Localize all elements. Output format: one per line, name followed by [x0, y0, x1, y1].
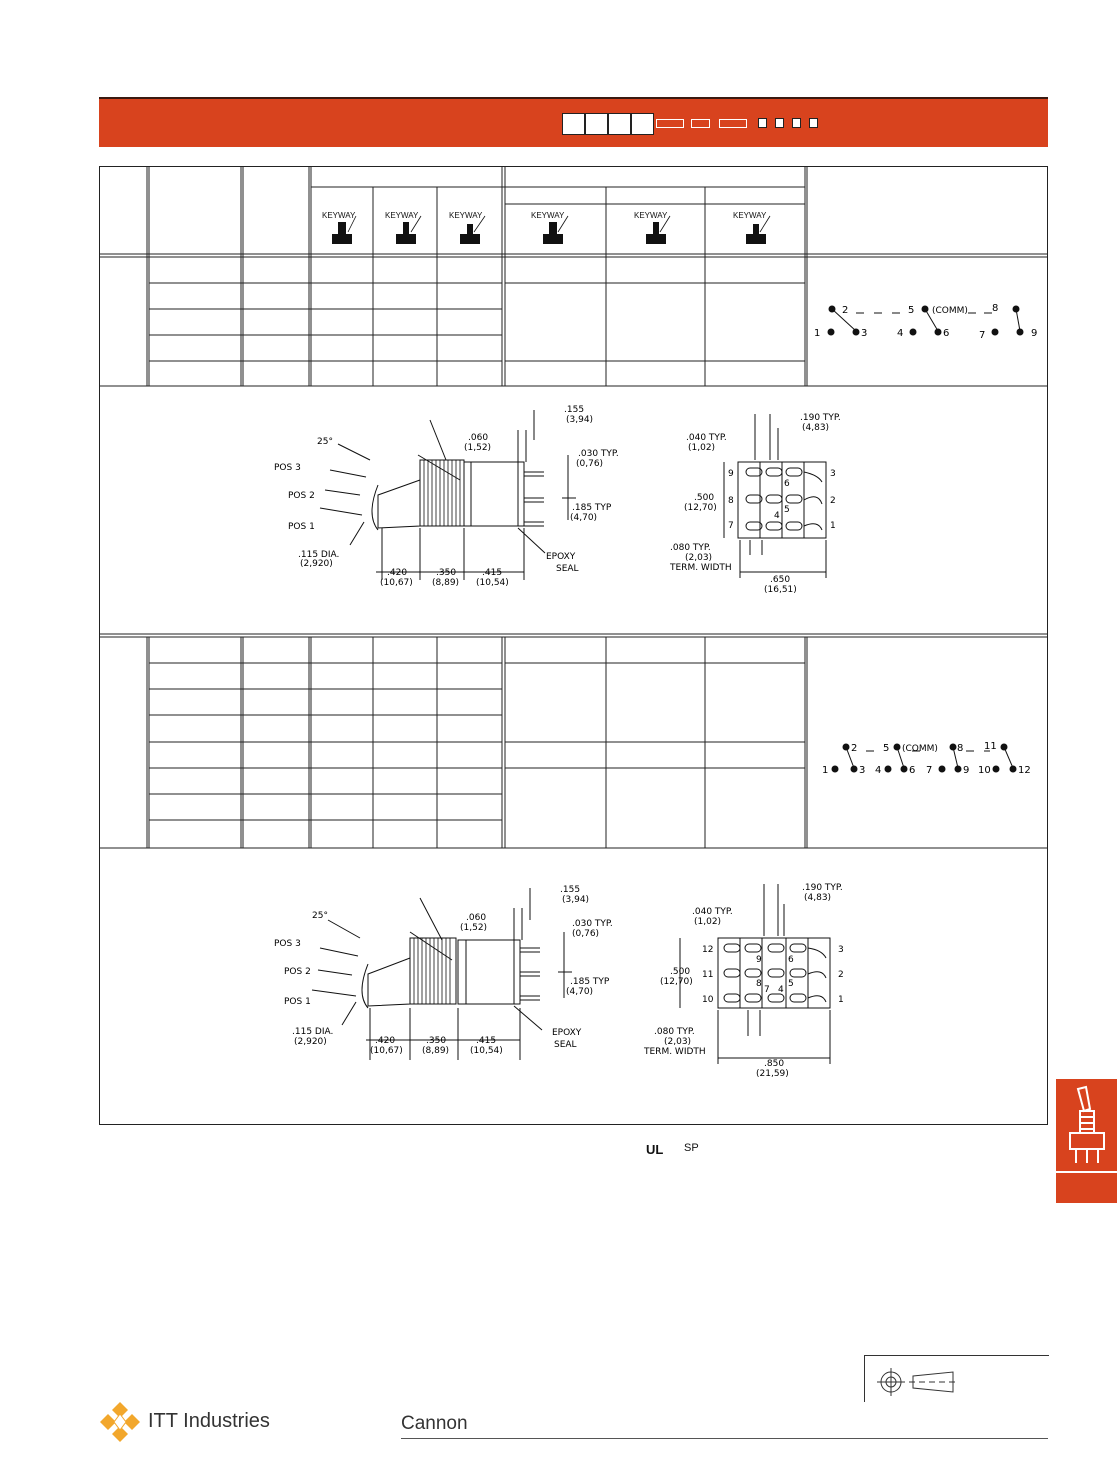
sch1-label-1: 1 [814, 328, 821, 339]
svg-text:(21,59): (21,59) [756, 1069, 789, 1079]
svg-text:(2,920): (2,920) [294, 1037, 327, 1047]
d415-mm-label: (10,54) [476, 578, 509, 588]
projection-symbol-box [864, 1355, 1049, 1402]
sch1-label-8: 8 [992, 303, 999, 314]
d420-mm-label: (10,67) [380, 578, 413, 588]
seal-label: SEAL [556, 564, 579, 574]
svg-text:12: 12 [702, 945, 714, 955]
sch1-label-2: 2 [842, 305, 849, 316]
pos3-label: POS 3 [274, 463, 301, 473]
keyway-label: KEYWAY [322, 211, 356, 220]
keyway-label: KEYWAY [531, 211, 565, 220]
svg-text:(1,52): (1,52) [460, 923, 488, 933]
svg-text:1: 1 [838, 995, 844, 1005]
footer-rule [401, 1438, 1048, 1439]
sch2-label-3: 3 [859, 765, 866, 776]
keyway-label: KEYWAY [733, 211, 767, 220]
svg-text:EPOXY: EPOXY [552, 1028, 582, 1038]
sch2-label-4: 4 [875, 765, 882, 776]
projection-symbol-icon [865, 1356, 1049, 1402]
svg-text:(0,76): (0,76) [572, 929, 600, 939]
term-label: TERM. WIDTH [670, 563, 732, 573]
sch2-label-7: 7 [926, 765, 933, 776]
svg-text:(1,02): (1,02) [694, 917, 722, 927]
sch1-label-5: 5 [908, 305, 915, 316]
top-view-drawing-1 [670, 400, 880, 600]
d155-mm-label: (3,94) [566, 415, 594, 425]
d185-label: .185 TYP [572, 503, 612, 513]
d185-mm-label: (4,70) [570, 513, 598, 523]
sch2-label-10: 10 [978, 765, 991, 776]
keyway-icon [543, 222, 563, 244]
angle-label: 25° [317, 437, 333, 447]
svg-text:POS 3: POS 3 [274, 939, 301, 949]
svg-text:11: 11 [702, 970, 714, 980]
d080-label: .080 TYP. [670, 543, 711, 553]
side-tab [1056, 1079, 1117, 1203]
keyway-label: KEYWAY [634, 211, 668, 220]
svg-text:.420: .420 [375, 1036, 396, 1046]
svg-text:2: 2 [838, 970, 844, 980]
d040-label: .040 TYP. [686, 433, 727, 443]
side-tab-divider [1056, 1171, 1117, 1173]
svg-text:5: 5 [788, 979, 794, 989]
sch2-label-12: 12 [1018, 765, 1031, 776]
d415-label: .415 [482, 568, 503, 578]
svg-text:.060: .060 [466, 913, 487, 923]
svg-text:.350: .350 [426, 1036, 447, 1046]
sch1-label-comm: (COMM) [932, 306, 968, 316]
sch1-label-6: 6 [943, 328, 950, 339]
keyway-label: KEYWAY [449, 211, 483, 220]
svg-text:(10,67): (10,67) [370, 1046, 403, 1056]
svg-text:.850: .850 [764, 1059, 785, 1069]
d500-label: .500 [694, 493, 715, 503]
d420-label: .420 [387, 568, 408, 578]
svg-text:.190 TYP.: .190 TYP. [802, 883, 843, 893]
sch2-label-9: 9 [963, 765, 970, 776]
top-view-drawing-2 [640, 878, 890, 1088]
svg-text:.185 TYP: .185 TYP [570, 977, 610, 987]
side-view-drawing-2 [270, 880, 650, 1080]
d030-label: .030 TYP. [578, 449, 619, 459]
svg-text:7: 7 [728, 521, 734, 531]
svg-text:4: 4 [778, 985, 784, 995]
svg-text:7: 7 [764, 985, 770, 995]
svg-text:.030 TYP.: .030 TYP. [572, 919, 613, 929]
svg-text:.155: .155 [560, 885, 581, 895]
toggle-switch-icon [1056, 1079, 1117, 1171]
sch2-label-1: 1 [822, 765, 829, 776]
d080-mm-label: (2,03) [685, 553, 713, 563]
svg-text:8: 8 [728, 496, 734, 506]
svg-text:.040 TYP.: .040 TYP. [692, 907, 733, 917]
keyway-label: KEYWAY [385, 211, 419, 220]
svg-text:(10,54): (10,54) [470, 1046, 503, 1056]
d190-mm-label: (4,83) [802, 423, 830, 433]
schematic-2 [808, 737, 1048, 782]
csa-mark: SP [684, 1142, 699, 1154]
svg-text:9: 9 [728, 469, 734, 479]
svg-text:2: 2 [830, 496, 836, 506]
keyway-icons [332, 222, 766, 244]
svg-text:.415: .415 [476, 1036, 497, 1046]
side-view-drawing-1 [270, 400, 650, 600]
svg-text:(2,03): (2,03) [664, 1037, 692, 1047]
svg-text:SEAL: SEAL [554, 1040, 577, 1050]
svg-text:8: 8 [756, 979, 762, 989]
svg-text:.115 DIA.: .115 DIA. [292, 1027, 334, 1037]
d060-label: .060 [468, 433, 489, 443]
keyway-icon [332, 222, 352, 244]
svg-text:(3,94): (3,94) [562, 895, 590, 905]
d350-mm-label: (8,89) [432, 578, 460, 588]
svg-text:TERM. WIDTH: TERM. WIDTH [644, 1047, 706, 1057]
sch2-label-2: 2 [851, 743, 858, 754]
svg-text:10: 10 [702, 995, 714, 1005]
sch1-label-9: 9 [1031, 328, 1038, 339]
schematic-1 [808, 295, 1048, 345]
itt-logo-icon [98, 1400, 142, 1444]
d190-label: .190 TYP. [800, 413, 841, 423]
sch1-label-3: 3 [861, 328, 868, 339]
svg-text:.080 TYP.: .080 TYP. [654, 1027, 695, 1037]
svg-text:3: 3 [830, 469, 836, 479]
svg-text:1: 1 [830, 521, 836, 531]
svg-text:(4,83): (4,83) [804, 893, 832, 903]
svg-text:(4,70): (4,70) [566, 987, 594, 997]
svg-text:4: 4 [774, 511, 780, 521]
d060-mm-label: (1,52) [464, 443, 492, 453]
svg-text:9: 9 [756, 955, 762, 965]
d155-label: .155 [564, 405, 585, 415]
d030-mm-label: (0,76) [576, 459, 604, 469]
svg-text:6: 6 [784, 479, 790, 489]
d350-label: .350 [436, 568, 457, 578]
dia-label: .115 DIA. [298, 550, 340, 560]
pos2-label: POS 2 [288, 491, 315, 501]
pos1-label: POS 1 [288, 522, 315, 532]
company-name: ITT Industries [148, 1410, 270, 1432]
ul-mark: UL [646, 1142, 664, 1157]
d040-mm-label: (1,02) [688, 443, 716, 453]
sch2-label-6: 6 [909, 765, 916, 776]
svg-text:(12,70): (12,70) [660, 977, 693, 987]
sch2-label-5: 5 [883, 743, 890, 754]
svg-text:5: 5 [784, 505, 790, 515]
sch1-label-4: 4 [897, 328, 904, 339]
svg-text:6: 6 [788, 955, 794, 965]
sch2-label-comm: (COMM) [902, 744, 938, 754]
sch2-label-8: 8 [957, 743, 964, 754]
epoxy-label: EPOXY [546, 552, 576, 562]
svg-text:25°: 25° [312, 911, 328, 921]
svg-text:3: 3 [838, 945, 844, 955]
sch1-label-7: 7 [979, 330, 986, 341]
d500-mm-label: (12,70) [684, 503, 717, 513]
svg-text:POS 2: POS 2 [284, 967, 311, 977]
width-mm-label: (16,51) [764, 585, 797, 595]
brand-name: Cannon [401, 1413, 468, 1434]
width-label: .650 [770, 575, 791, 585]
sch2-label-11: 11 [984, 741, 997, 752]
svg-text:(8,89): (8,89) [422, 1046, 450, 1056]
dia-mm-label: (2,920) [300, 559, 333, 569]
svg-text:.500: .500 [670, 967, 691, 977]
svg-text:POS 1: POS 1 [284, 997, 311, 1007]
keyway-icon [396, 222, 416, 244]
keyway-icon [646, 222, 666, 244]
